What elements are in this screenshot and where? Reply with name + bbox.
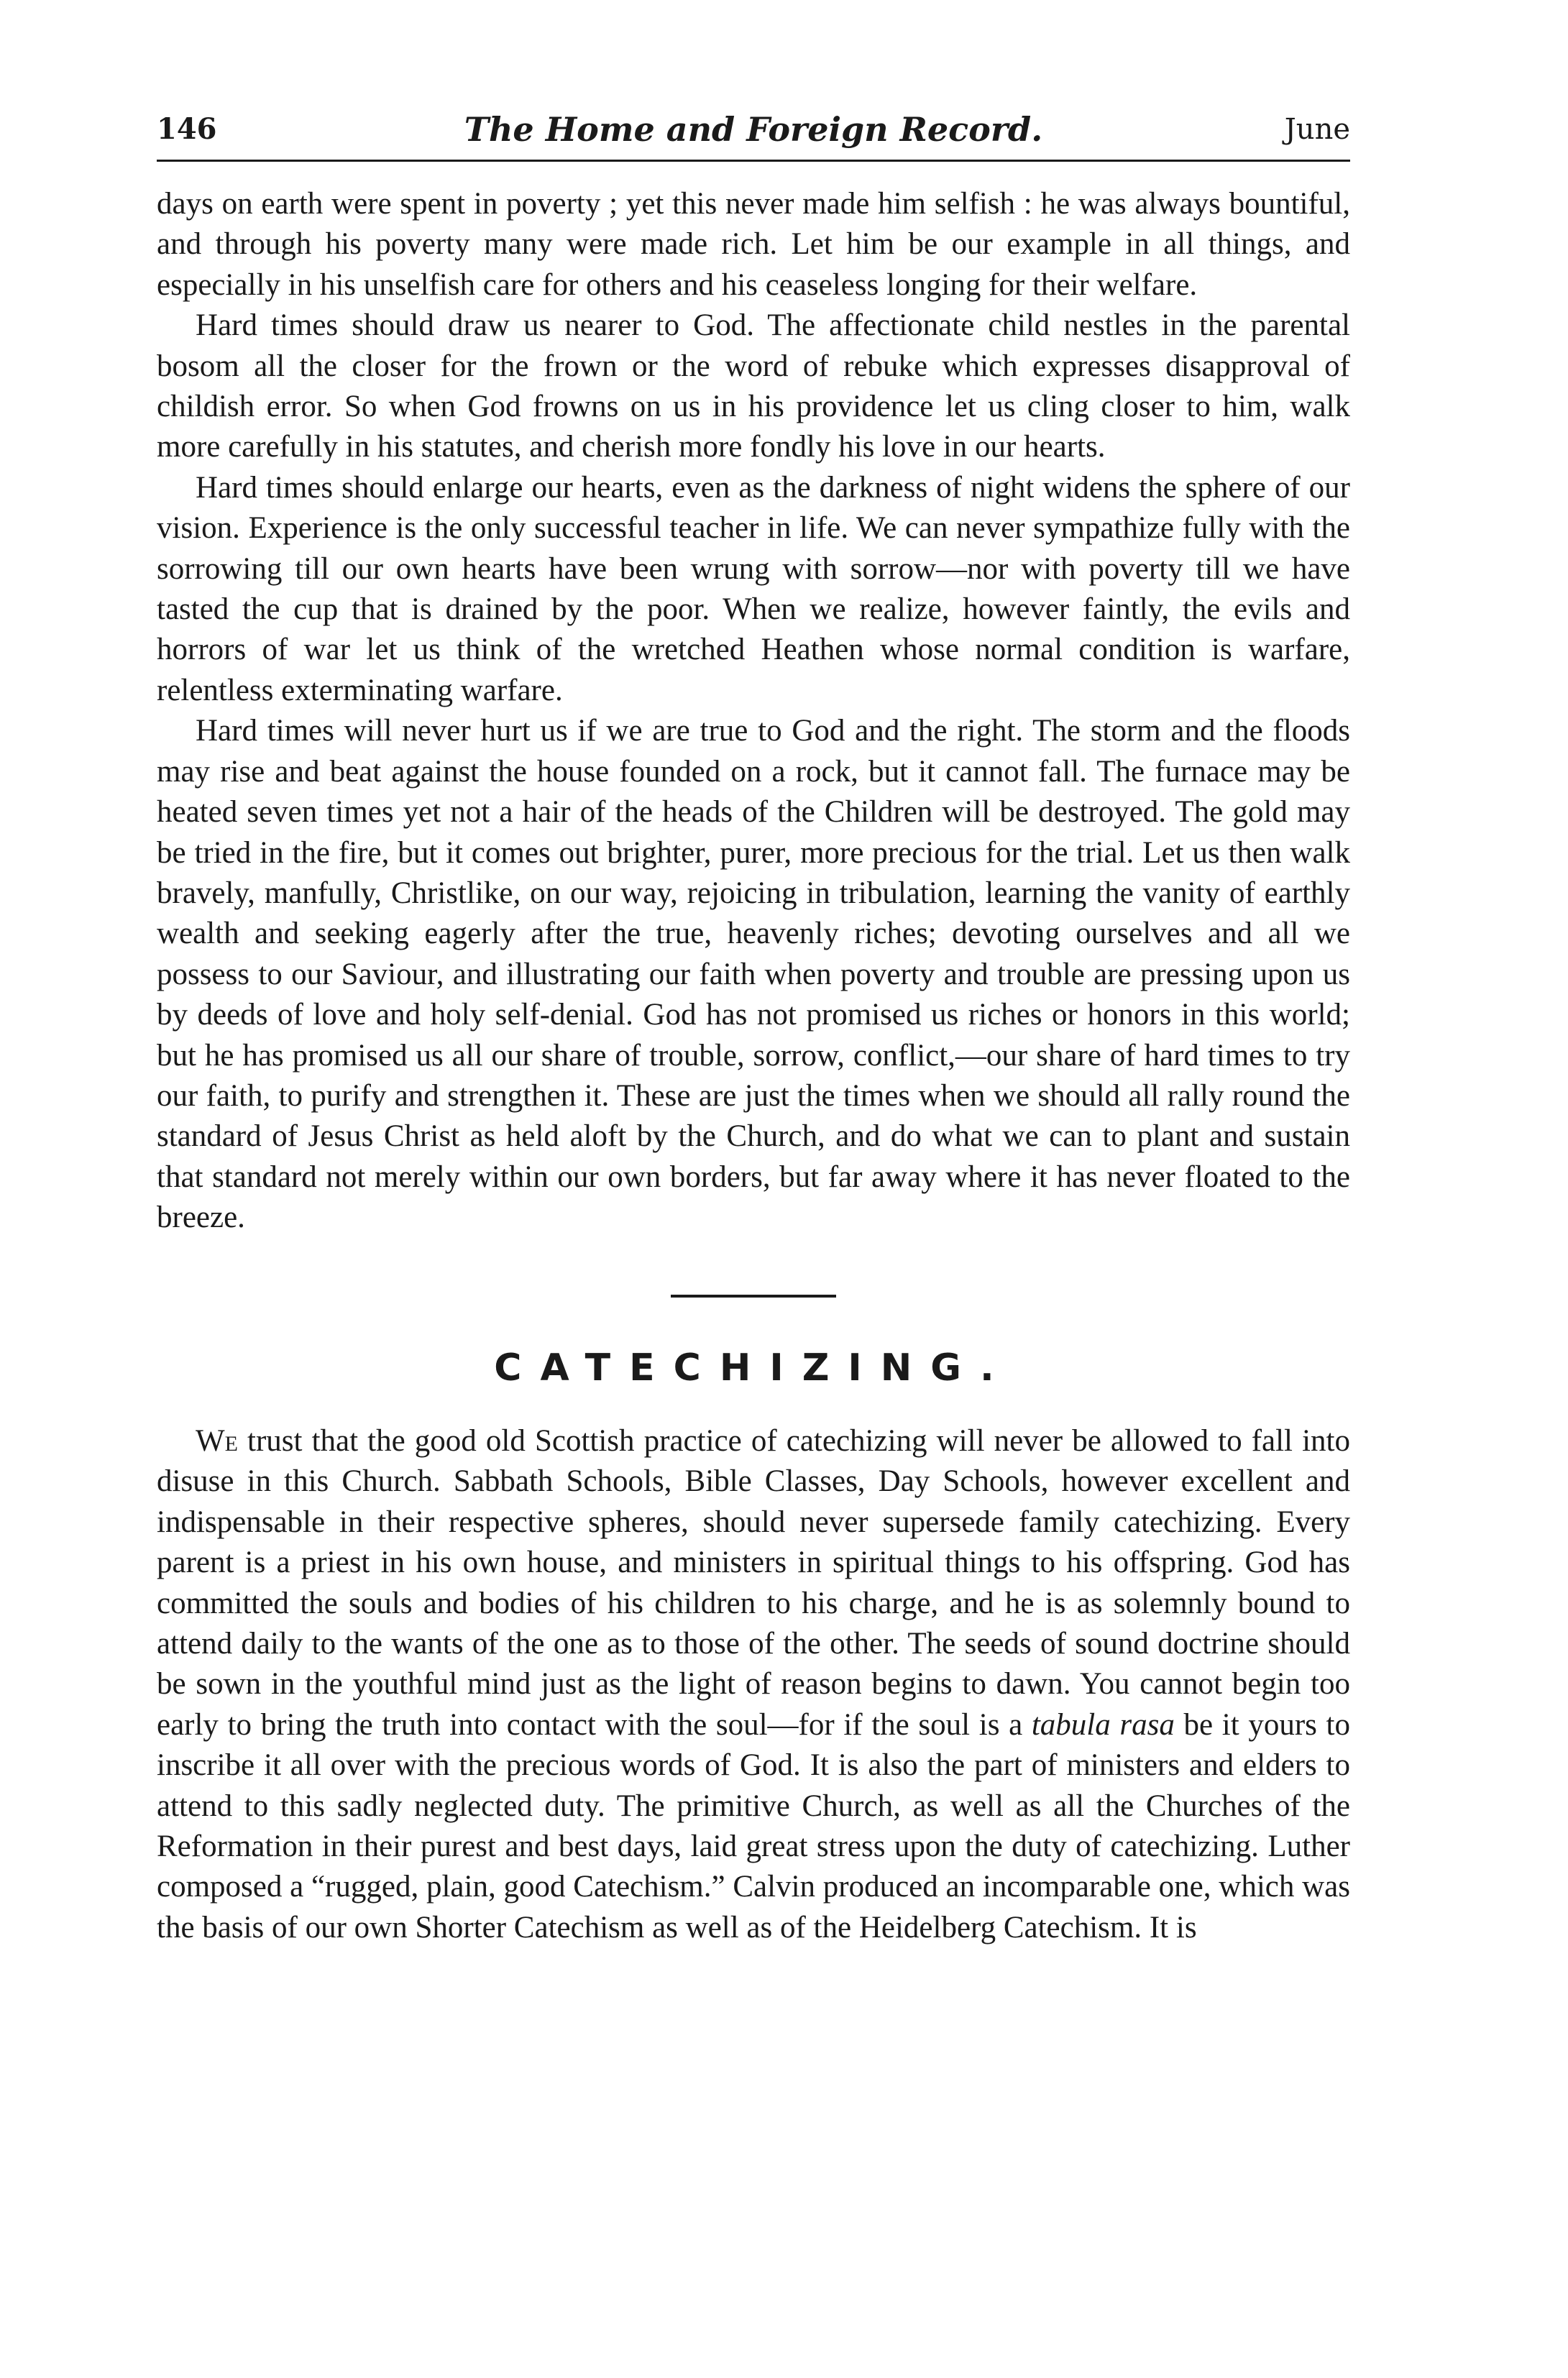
- running-head: [157, 101, 1350, 158]
- page: [157, 101, 1350, 1948]
- paragraph-text: be it yours to inscribe it all over with the precious words of God. It is also the part of ministers and elders to attend to this sadly neglected duty. The primitive Church, as well as all the Churches of the Reformation in their purest and best days, laid great stress upon the duty of catechizing. Luther composed a “rugged, plain, good Catechism.” Calvin produced an incomparable one, which was the basis of our own Shorter Catechism as well as of the Heidelberg Catechism. It is: [157, 1707, 1351, 1945]
- section-title: CATECHIZING.: [494, 1346, 1013, 1390]
- latin-phrase: tabula rasa: [1031, 1707, 1175, 1742]
- journal-title: The Home and Foreign Record.: [464, 110, 1043, 149]
- paragraph-text: trust that the good old Scottish practice of catechizing will never be allowed to fall into disuse in this Church. Sabbath Schools, Bible Classes, Day Schools, however excellent and indispensable in their respective spheres, should never supersede family catechizing. Every parent is a priest in his own house, and ministers in spiritual things to his offspring. God has committed the souls and bodies of his children to his charge, and he is as solemnly bound to attend daily to the wants of the one as to those of the other. The seeds of sound doctrine should be sown in the youthful mind just as the light of reason begins to dawn. You cannot begin too early to bring the truth into contact with the soul—for if the soul is a: [157, 1423, 1350, 1742]
- paragraph: Hard times should enlarge our hearts, even as the darkness of night widens the sphere of our vision. Experience is the only successful teacher in life. We can never sympathize fully with the sorrowing till our own hearts have been wrung with sorrow—nor with poverty till we have tasted the cup that is drained by the poor. When we realize, however faintly, the evils and horrors of war let us think of the wretched Heathen whose normal condition is warfare, relentless exterminating warfare.: [157, 470, 1350, 707]
- paragraph: [157, 1421, 1350, 1948]
- lead-word: We: [196, 1423, 238, 1458]
- page-number: 146: [157, 112, 217, 146]
- header-rule: [157, 160, 1350, 162]
- issue-month: June: [1284, 113, 1350, 146]
- section-separator: [671, 1295, 836, 1298]
- article-hard-times: [157, 184, 1350, 1948]
- paragraph: Hard times will never hurt us if we are true to God and the right. The storm and the floods may rise and beat against the house founded on a rock, but it cannot fall. The furnace may be heated seven times yet not a hair of the heads of the Children will be destroyed. The gold may be tried in the fire, but it comes out brighter, purer, more precious for the trial. Let us then walk bravely, manfully, Christlike, on our way, rejoicing in tribulation, learning the vanity of earthly wealth and seeking eagerly after the true, heavenly riches; devoting ourselves and all we possess to our Saviour, and illustrating our faith when poverty and trouble are pressing upon us by deeds of love and holy self-denial. God has not promised us riches or honors in this world; but he has promised us all our share of trouble, sorrow, conflict,—our share of hard times to try our faith, to purify and strengthen it. These are just the times when we should all rally round the standard of Jesus Christ as held aloft by the Church, and do what we can to plant and sustain that standard not merely within our own borders, but far away where it has never floated to the breeze.: [157, 714, 1350, 1235]
- paragraph: Hard times should draw us nearer to God. The affectionate child nestles in the parental bosom all the closer for the frown or the word of rebuke which expresses disapproval of childish error. So when God frowns on us in his providence let us cling closer to him, walk more carefully in his statutes, and cherish more fondly his love in our hearts.: [157, 308, 1350, 464]
- paragraph: days on earth were spent in poverty ; yet this never made him selfish : he was always bountiful, and through his poverty many were made rich. Let him be our example in all things, and especially in his unselfish care for others and his ceaseless longing for their welfare.: [157, 187, 1350, 302]
